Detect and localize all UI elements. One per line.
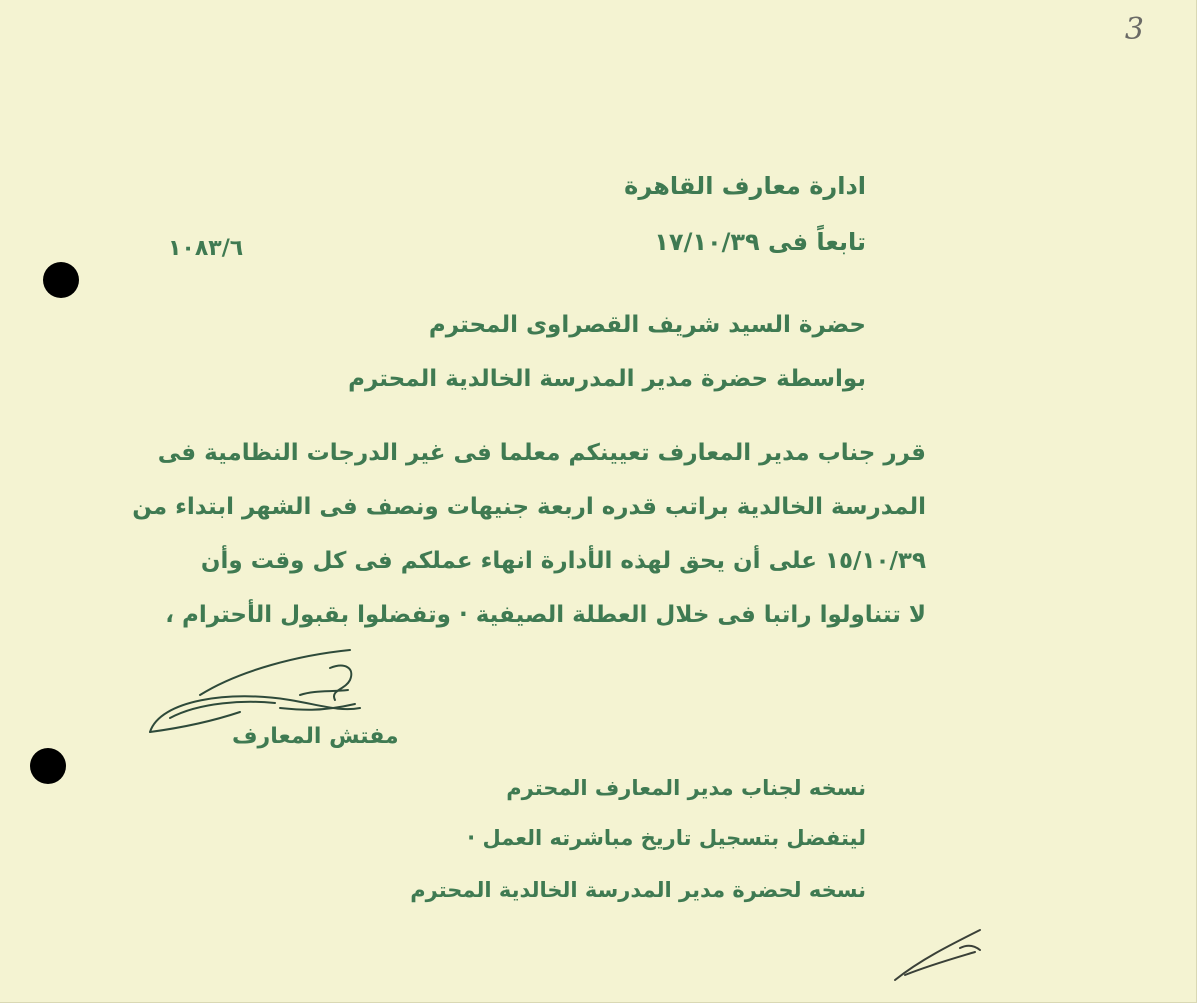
addressee-line-1: حضرة السيد شريف القصراوى المحترم <box>428 312 866 338</box>
body-line-4: لا تتناولوا راتبا فى خلال العطلة الصيفية · وتفضلوا بقبول الأحترام ، <box>165 602 926 628</box>
signature-title: مفتش المعارف <box>232 724 399 749</box>
body-line-1: قرر جناب مدير المعارف تعيينكم معلما فى غير الدرجات النظامية فى <box>157 440 926 466</box>
copy-line-3: نسخه لحضرة مدير المدرسة الخالدية المحترم <box>410 878 866 902</box>
signature-scribble <box>150 650 360 732</box>
copy-line-2: ليتفضل بتسجيل تاريخ مباشرته العمل · <box>467 826 866 850</box>
department-name: ادارة معارف القاهرة <box>624 172 866 200</box>
initials-mark <box>895 930 980 980</box>
addressee-line-2: بواسطة حضرة مدير المدرسة الخالدية المحترم <box>348 366 866 392</box>
copy-line-1: نسخه لجناب مدير المعارف المحترم <box>506 776 866 800</box>
date-line: تابعاً فى ١٧/١٠/٣٩ <box>654 228 866 256</box>
reference-number: ١٠٨٣/٦ <box>168 236 244 261</box>
page-number: 3 <box>1124 12 1144 47</box>
body-line-2: المدرسة الخالدية براتب قدره اربعة جنيهات ونصف فى الشهر ابتداء من <box>132 494 926 520</box>
body-line-3: ١٥/١٠/٣٩ على أن يحق لهذه الأدارة انهاء عملكم فى كل وقت وأن <box>200 548 926 574</box>
